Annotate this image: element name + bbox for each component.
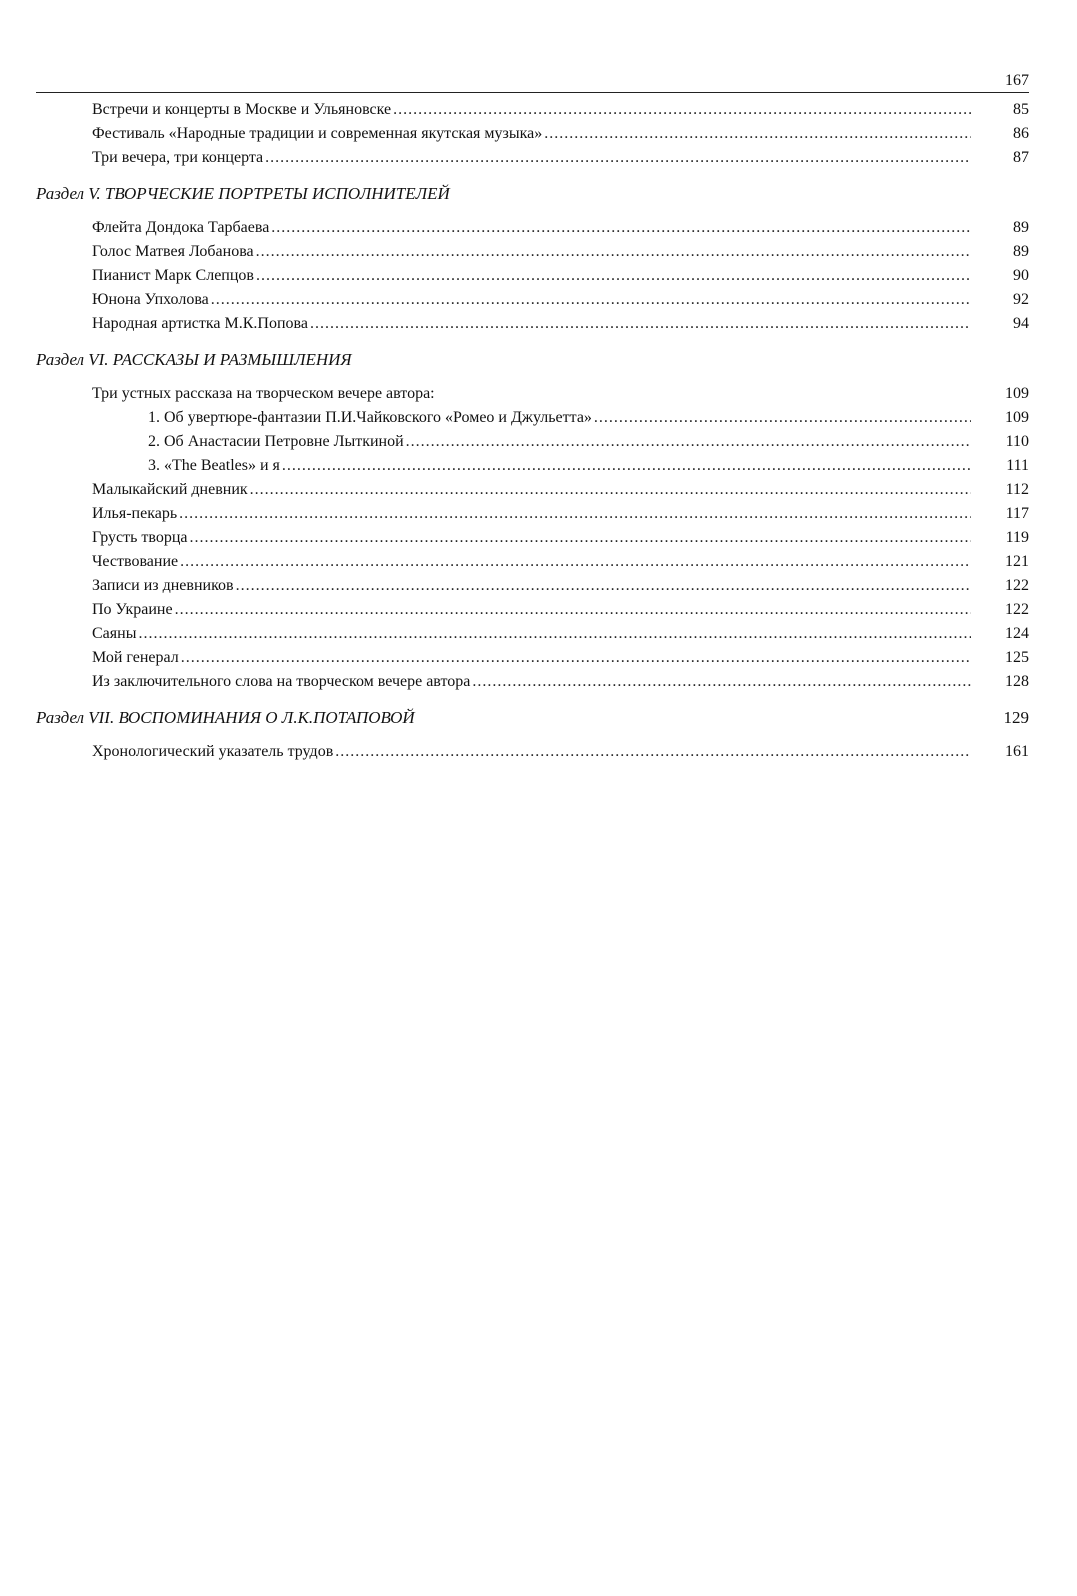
entry-page-number: 112 xyxy=(1005,481,1029,498)
dot-leader xyxy=(236,574,971,598)
toc-entry xyxy=(36,740,1029,764)
entry-page-number: 161 xyxy=(1005,743,1029,760)
entry-title: Фестиваль «Народные традиции и современная якутская музыка» xyxy=(92,125,543,142)
entry-page-number: 109 xyxy=(1005,385,1029,402)
entry-title: Из заключительного слова на творческом вечере автора xyxy=(92,673,471,690)
entry-page-number: 109 xyxy=(1005,409,1029,426)
dot-leader xyxy=(256,240,971,264)
dot-leader xyxy=(211,288,971,312)
toc-entry xyxy=(36,454,1029,478)
toc-entry xyxy=(36,288,1029,312)
toc-entry xyxy=(36,478,1029,502)
toc-entry xyxy=(36,598,1029,622)
entry-title: Флейта Дондока Тарбаева xyxy=(92,219,270,236)
dot-leader xyxy=(544,122,971,146)
dot-leader xyxy=(472,670,971,694)
entry-title: Мой генерал xyxy=(92,649,179,666)
section-title: Раздел V. ТВОРЧЕСКИЕ ПОРТРЕТЫ ИСПОЛНИТЕЛЕЙ xyxy=(36,184,450,203)
dot-leader xyxy=(181,646,971,670)
dot-leader xyxy=(271,216,971,240)
toc-entry xyxy=(36,670,1029,694)
entry-page-number: 121 xyxy=(1005,553,1029,570)
entry-page-number: 110 xyxy=(1005,433,1029,450)
toc-entry xyxy=(36,622,1029,646)
entry-page-number: 89 xyxy=(1013,243,1029,260)
entry-title: По Украине xyxy=(92,601,173,618)
entry-title: Хронологический указатель трудов xyxy=(92,743,334,760)
page-number: 167 xyxy=(1005,72,1029,89)
entry-title: Малыкайский дневник xyxy=(92,481,248,498)
toc-entry xyxy=(36,406,1029,430)
entry-title: Грусть творца xyxy=(92,529,188,546)
entry-title: Юнона Упхолова xyxy=(92,291,209,308)
entry-page-number: 87 xyxy=(1013,149,1029,166)
entry-title: Пианист Марк Слепцов xyxy=(92,267,254,284)
entry-page-number: 89 xyxy=(1013,219,1029,236)
section-heading xyxy=(36,348,1029,372)
entry-page-number: 117 xyxy=(1005,505,1029,522)
toc-entry xyxy=(36,264,1029,288)
entry-title: Встречи и концерты в Москве и Ульяновске xyxy=(92,101,392,118)
entry-page-number: 119 xyxy=(1005,529,1029,546)
toc-entry xyxy=(36,526,1029,550)
entry-title: Народная артистка М.К.Попова xyxy=(92,315,308,332)
toc-entry xyxy=(36,240,1029,264)
entry-title: Три вечера, три концерта xyxy=(92,149,264,166)
dot-leader xyxy=(175,598,971,622)
entry-page-number: 122 xyxy=(1005,577,1029,594)
entry-title: Записи из дневников xyxy=(92,577,234,594)
section-page-number: 129 xyxy=(1003,708,1029,727)
entry-title: Голос Матвея Лобанова xyxy=(92,243,254,260)
dot-leader xyxy=(406,430,971,454)
dot-leader xyxy=(250,478,971,502)
toc-entry xyxy=(36,382,1029,406)
entry-page-number: 86 xyxy=(1013,125,1029,142)
entry-page-number: 90 xyxy=(1013,267,1029,284)
dot-leader xyxy=(282,454,971,478)
toc-entry xyxy=(36,146,1029,170)
section-heading xyxy=(36,706,1029,730)
toc-entry xyxy=(36,430,1029,454)
dot-leader xyxy=(594,406,971,430)
entry-page-number: 92 xyxy=(1013,291,1029,308)
dot-leader xyxy=(393,98,971,122)
toc-entry xyxy=(36,312,1029,336)
entry-title: Илья-пекарь xyxy=(92,505,178,522)
toc-entry xyxy=(36,216,1029,240)
dot-leader xyxy=(310,312,971,336)
dot-leader xyxy=(256,264,971,288)
section-title: Раздел VI. РАССКАЗЫ И РАЗМЫШЛЕНИЯ xyxy=(36,350,352,369)
toc-entry xyxy=(36,646,1029,670)
entry-page-number: 111 xyxy=(1006,457,1029,474)
table-of-contents xyxy=(36,98,1029,764)
toc-entry xyxy=(36,122,1029,146)
dot-leader xyxy=(190,526,971,550)
entry-page-number: 85 xyxy=(1013,101,1029,118)
toc-entry xyxy=(36,574,1029,598)
toc-entry xyxy=(36,550,1029,574)
entry-page-number: 125 xyxy=(1005,649,1029,666)
entry-title: 3. «The Beatles» и я xyxy=(148,457,280,474)
dot-leader xyxy=(180,550,971,574)
dot-leader xyxy=(265,146,971,170)
dot-leader xyxy=(138,622,971,646)
entry-title: Три устных рассказа на творческом вечере автора: xyxy=(92,385,435,402)
entry-page-number: 124 xyxy=(1005,625,1029,642)
toc-entry xyxy=(36,502,1029,526)
dot-leader xyxy=(179,502,971,526)
entry-page-number: 128 xyxy=(1005,673,1029,690)
dot-leader xyxy=(335,740,971,764)
entry-page-number: 122 xyxy=(1005,601,1029,618)
section-title: Раздел VII. ВОСПОМИНАНИЯ О Л.К.ПОТАПОВОЙ xyxy=(36,708,415,727)
toc-entry xyxy=(36,98,1029,122)
header-rule xyxy=(36,92,1029,93)
entry-page-number: 94 xyxy=(1013,315,1029,332)
entry-title: Чествование xyxy=(92,553,179,570)
entry-title: 2. Об Анастасии Петровне Лыткиной xyxy=(148,433,404,450)
entry-title: 1. Об увертюре-фантазии П.И.Чайковского «Ромео и Джульетта» xyxy=(148,409,592,426)
entry-title: Саяны xyxy=(92,625,137,642)
section-heading xyxy=(36,182,1029,206)
